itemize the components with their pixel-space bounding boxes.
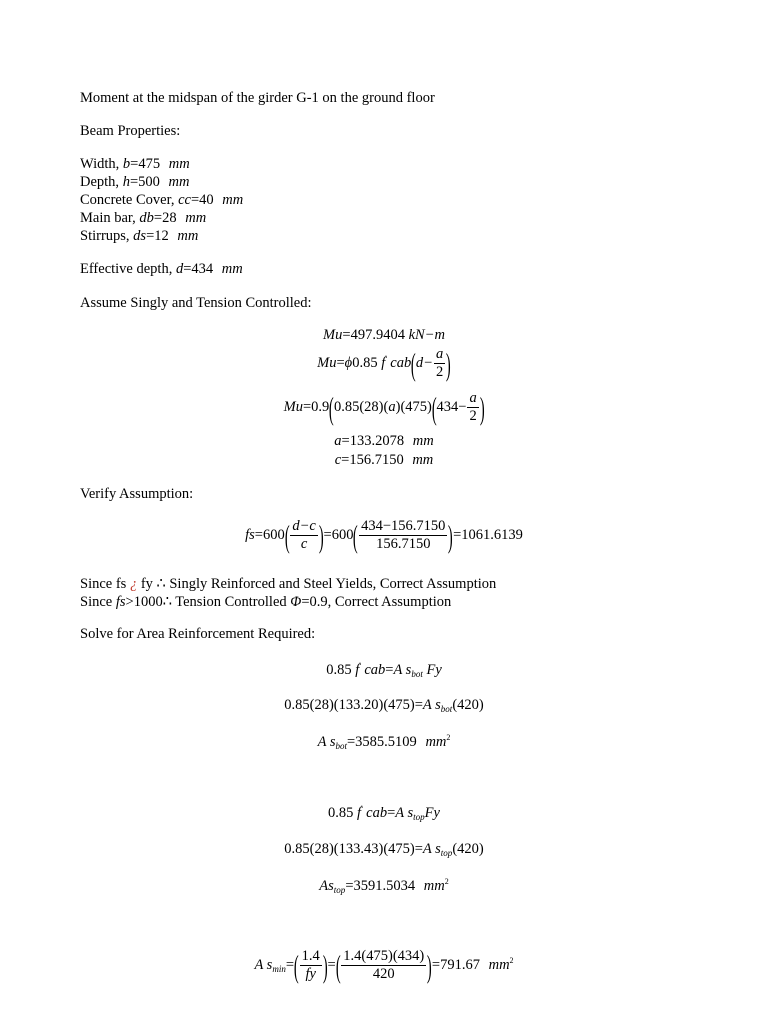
equation-fs: fs=600( $\frac{d-c}{c}$ )=600( $\frac{434-156.7150}{156.7150}$ )=1061.6139 xyxy=(245,517,523,554)
verify-heading: Verify Assumption: xyxy=(80,486,194,502)
equation-as-bot-formula: 0.85 f' cab=A $s_{bot}$ Fy xyxy=(326,661,442,679)
equation-c-value: c=156.7150 mm xyxy=(334,452,434,468)
equation-mu-formula: Mu=ϕ0.85 f' cab(d− $\frac{a}{2}$ ) xyxy=(317,345,451,382)
solve-heading: Solve for Area Reinforcement Required: xyxy=(80,626,316,642)
equation-a-value: a=133.2078 mm xyxy=(334,433,434,449)
equation-as-top-substituted: 0.85(28)(133.43)(475)=A $s_{top}(420)$ xyxy=(284,841,484,858)
property-cover: Concrete Cover, cc=40 mm xyxy=(80,192,244,208)
assume-heading: Assume Singly and Tension Controlled: xyxy=(80,295,312,311)
property-main-bar: Main bar, db=28 mm xyxy=(80,210,207,226)
equation-mu-substituted: Mu=0.9(0.85(28)(a)(475)(434− $\frac{a}{2}$ ) xyxy=(283,389,485,426)
property-stirrups: Stirrups, ds=12 mm xyxy=(80,228,199,244)
equation-as-min: A $s_{min}=$( $\frac{1.4}{fy}$ )=( $\frac{1.4(475)(434)}{420}$ )=791.67 $mm^2$ xyxy=(254,947,514,984)
equation-as-top-formula: 0.85 f' cab=A $s_{top}Fy$ xyxy=(328,804,440,822)
effective-depth: Effective depth, d=434 mm xyxy=(80,261,243,277)
beam-properties-heading: Beam Properties: xyxy=(80,123,181,139)
equation-as-bot-result: A $s_{bot}=3585.5109$ $mm^2$ xyxy=(317,733,451,751)
equation-mu-value: Mu=497.9404 kN−m xyxy=(323,327,445,343)
property-depth: Depth, h=500 mm xyxy=(80,174,190,190)
property-width: Width, b=475 mm xyxy=(80,156,190,172)
since-steel-yields: Since fs ¿ fy ∴ Singly Reinforced and Steel Yields, Correct Assumption xyxy=(80,576,497,592)
since-tension-controlled: Since fs>1000∴ Tension Controlled Φ=0.9, Correct Assumption xyxy=(80,594,452,610)
equation-as-bot-substituted: 0.85(28)(133.20)(475)=A $s_{bot}(420)$ xyxy=(284,697,484,714)
equation-as-top-result: $As_{top}=3591.5034$ $mm^2$ xyxy=(319,877,449,895)
page-title: Moment at the midspan of the girder G-1 on the ground floor xyxy=(80,90,435,106)
